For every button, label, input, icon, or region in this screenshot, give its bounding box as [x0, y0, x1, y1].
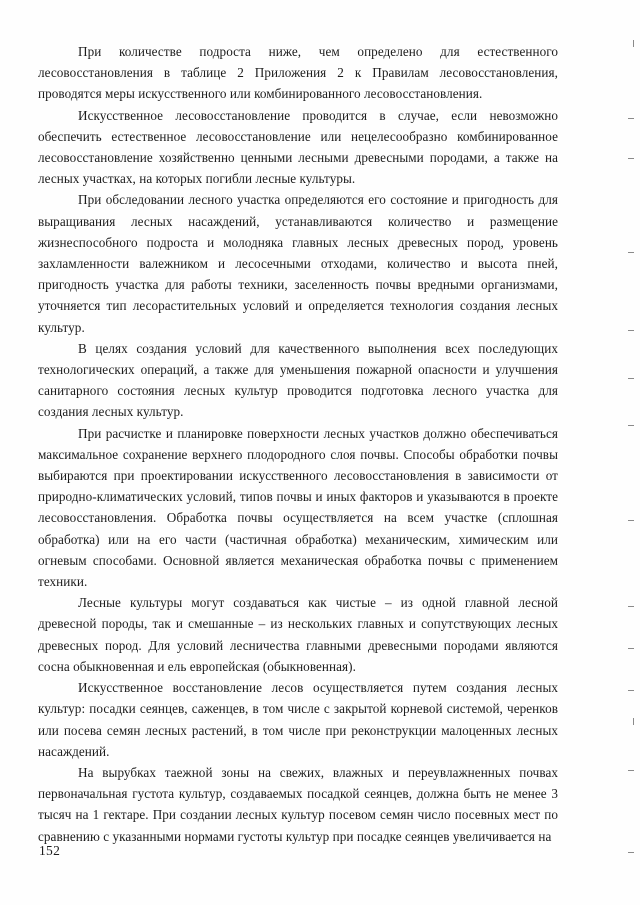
scan-artifact [628, 690, 634, 691]
scan-artifact [628, 425, 634, 426]
scan-artifact [628, 252, 634, 253]
scan-artifact [628, 378, 634, 379]
scan-artifact [628, 330, 634, 331]
paragraph-4: В целях создания условий для качественного выполнения всех последующих технологических операций, а также для уменьшения пожарной опасности и улучшения санитарного состояния лесных культур проводится подготовка лесного участка для создания лесных культур. [38, 340, 558, 420]
paragraph-6: Лесные культуры могут создаваться как чистые – из одной главной лесной древесной породы, так и смешанные – из нескольких главных и сопутствующих лесных древесных пород. Для условий лесничества главными древесными породами являются сосна обыкновенная и ель европейская (обыкновенная). [38, 595, 558, 674]
scan-artifact [628, 852, 634, 853]
paragraph-7: Искусственное восстановление лесов осуществляется путем создания лесных культур: посадки сеянцев, саженцев, в том числе с закрытой корневой системой, черенков или посева семян лесных растений, в том числе при реконструкции малоценных лесных насаждений. [38, 680, 558, 759]
scan-artifact [633, 40, 634, 47]
scan-artifact [628, 520, 634, 521]
paragraph-3: При обследовании лесного участка определяются его состояние и пригодность для выращивания лесных насаждений, устанавливаются количество и размещение жизнеспособного подроста и молодняка главных лесных древесных пород, уровень захламленности валежником и лесосечными отходами, количество и высота пней, пригодность участка для работы техники, заселенность почвы вредными организмами, уточняется тип лесорастительных условий и определяется технология создания лесных культур. [38, 192, 558, 335]
scan-artifact [628, 648, 634, 649]
scan-artifact [628, 118, 634, 119]
page-number: 152 [39, 843, 61, 858]
body-text [38, 41, 558, 847]
scan-artifact [628, 770, 634, 771]
paragraph-2: Искусственное лесовосстановление проводится в случае, если невозможно обеспечить естественное лесовосстановление или нецелесообразно комбинированное лесовосстановление хозяйственно ценными лесными древесными породами, а также на лесных участках, на которых погибли лесные культуры. [38, 107, 558, 187]
paragraph-5: При расчистке и планировке поверхности лесных участков должно обеспечиваться максимальное сохранение верхнего плодородного слоя почвы. Способы обработки почвы выбираются при проектировании искусственного лесовосстановления в зависимости от природно-климатических условий, типов почвы и иных факторов и указываются в проекте лесовосстановления. Обработка почвы осуществляется на всем участке (сплошная обработка) или на его части (частичная обработка) механическим, химическим или огневым способами. Основной является механическая обработка почвы с применением техники. [38, 425, 558, 590]
scan-artifact [633, 718, 634, 725]
scan-artifact [628, 158, 634, 159]
scan-artifact [628, 606, 634, 607]
paragraph-1: При количестве подроста ниже, чем определено для естественного лесовосстановления в таблице 2 Приложения 2 к Правилам лесовосстановления, проводятся меры искусственного или комбинированного лесовосстановления. [38, 44, 558, 102]
paragraph-8: На вырубках таежной зоны на свежих, влажных и переувлажненных почвах первоначальная густота культур, создаваемых посадкой сеянцев, должна быть не менее 3 тысяч на 1 гектаре. При создании лесных культур посевом семян число посевных мест по сравнению с указанными нормами густоты культур при посадке сеянцев увеличивается на [38, 764, 558, 844]
